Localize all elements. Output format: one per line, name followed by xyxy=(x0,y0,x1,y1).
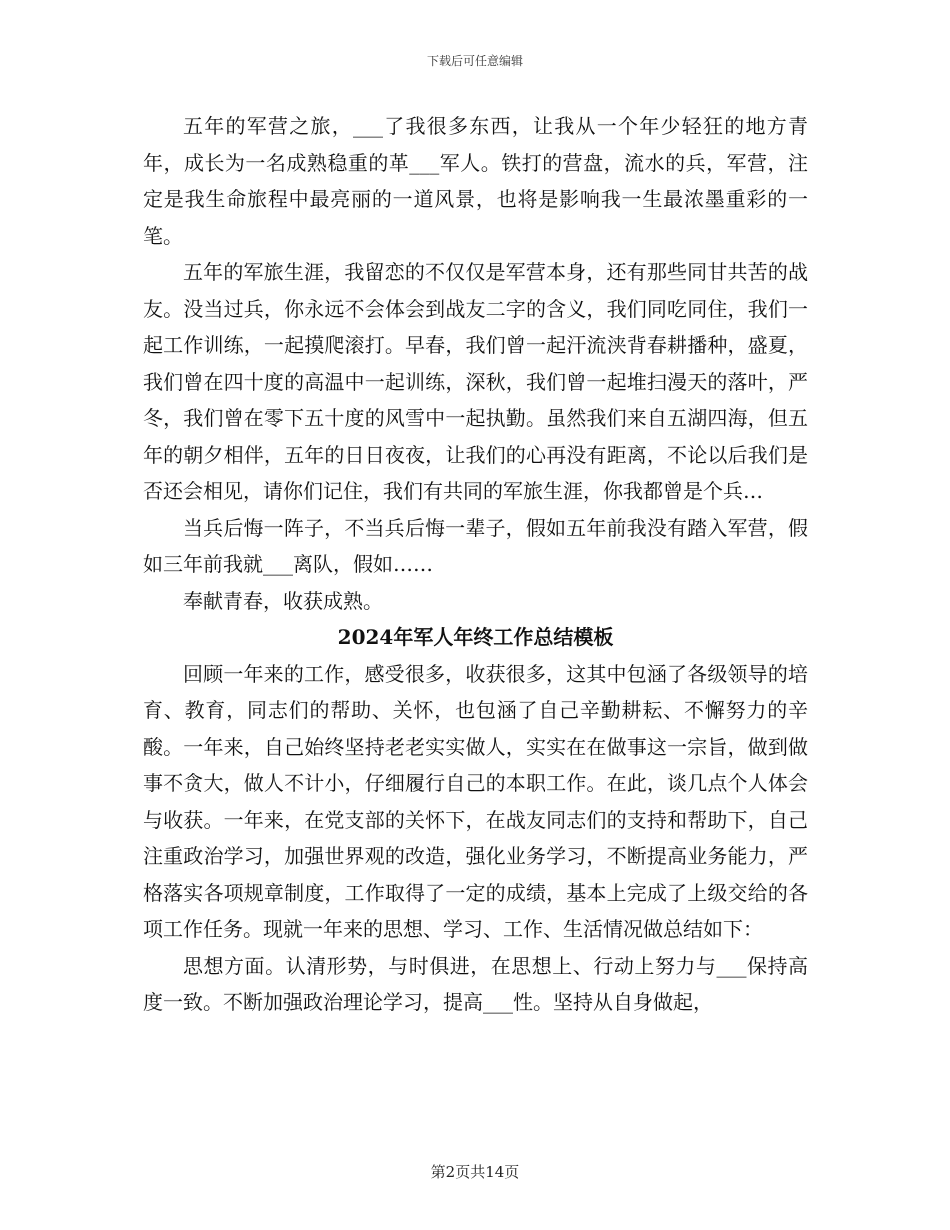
paragraph: 奉献青春，收获成熟。 xyxy=(183,588,383,613)
page-header: 下载后可任意编辑 xyxy=(426,54,523,68)
paragraph: 五年的军营之旅，___了我很多东西，让我从一个年少轻狂的地方青年，成长为一名成熟稳重的革___军人。铁打的营盘，流水的兵，军营，注定是我生命旅程中最亮丽的一道风景，也将是影响我一生最浓墨重彩的一笔。 xyxy=(143,114,808,248)
paragraph: 思想方面。认清形势，与时俱进，在思想上、行动上努力与___保持高度一致。不断加强政治理论学习，提高___性。坚持从自身做起， xyxy=(143,953,808,1014)
document-body xyxy=(143,108,808,1021)
page-number: 第2页共14页 xyxy=(430,1163,520,1181)
paragraph: 五年的军旅生涯，我留恋的不仅仅是军营本身，还有那些同甘共苦的战友。没当过兵，你永远不会体会到战友二字的含义，我们同吃同住，我们一起工作训练，一起摸爬滚打。早春，我们曾一起汗流浃背春耕播种，盛夏，我们曾在四十度的高温中一起训练，深秋，我们曾一起堆扫漫天的落叶，严冬，我们曾在零下五十度的风雪中一起执勤。虽然我们来自五湖四海，但五年的朝夕相伴，五年的日日夜夜，让我们的心再没有距离，不论以后我们是否还会相见，请你们记住，我们有共同的军旅生涯，你我都曾是个兵… xyxy=(143,260,808,503)
paragraph: 当兵后悔一阵子，不当兵后悔一辈子，假如五年前我没有踏入军营，假如三年前我就___离队，假如…… xyxy=(143,515,808,576)
section-title: 2024年军人年终工作总结模板 xyxy=(337,625,614,649)
paragraph: 回顾一年来的工作，感受很多，收获很多，这其中包涵了各级领导的培育、教育，同志们的帮助、关怀，也包涵了自己辛勤耕耘、不懈努力的辛酸。一年来，自己始终坚持老老实实做人，实实在在做事这一宗旨，做到做事不贪大，做人不计小，仔细履行自己的本职工作。在此，谈几点个人体会与收获。一年来，在党支部的关怀下，在战友同志们的支持和帮助下，自己注重政治学习，加强世界观的改造，强化业务学习，不断提高业务能力，严格落实各项规章制度，工作取得了一定的成绩，基本上完成了上级交给的各项工作任务。现就一年来的思想、学习、工作、生活情况做总结如下： xyxy=(143,661,808,941)
